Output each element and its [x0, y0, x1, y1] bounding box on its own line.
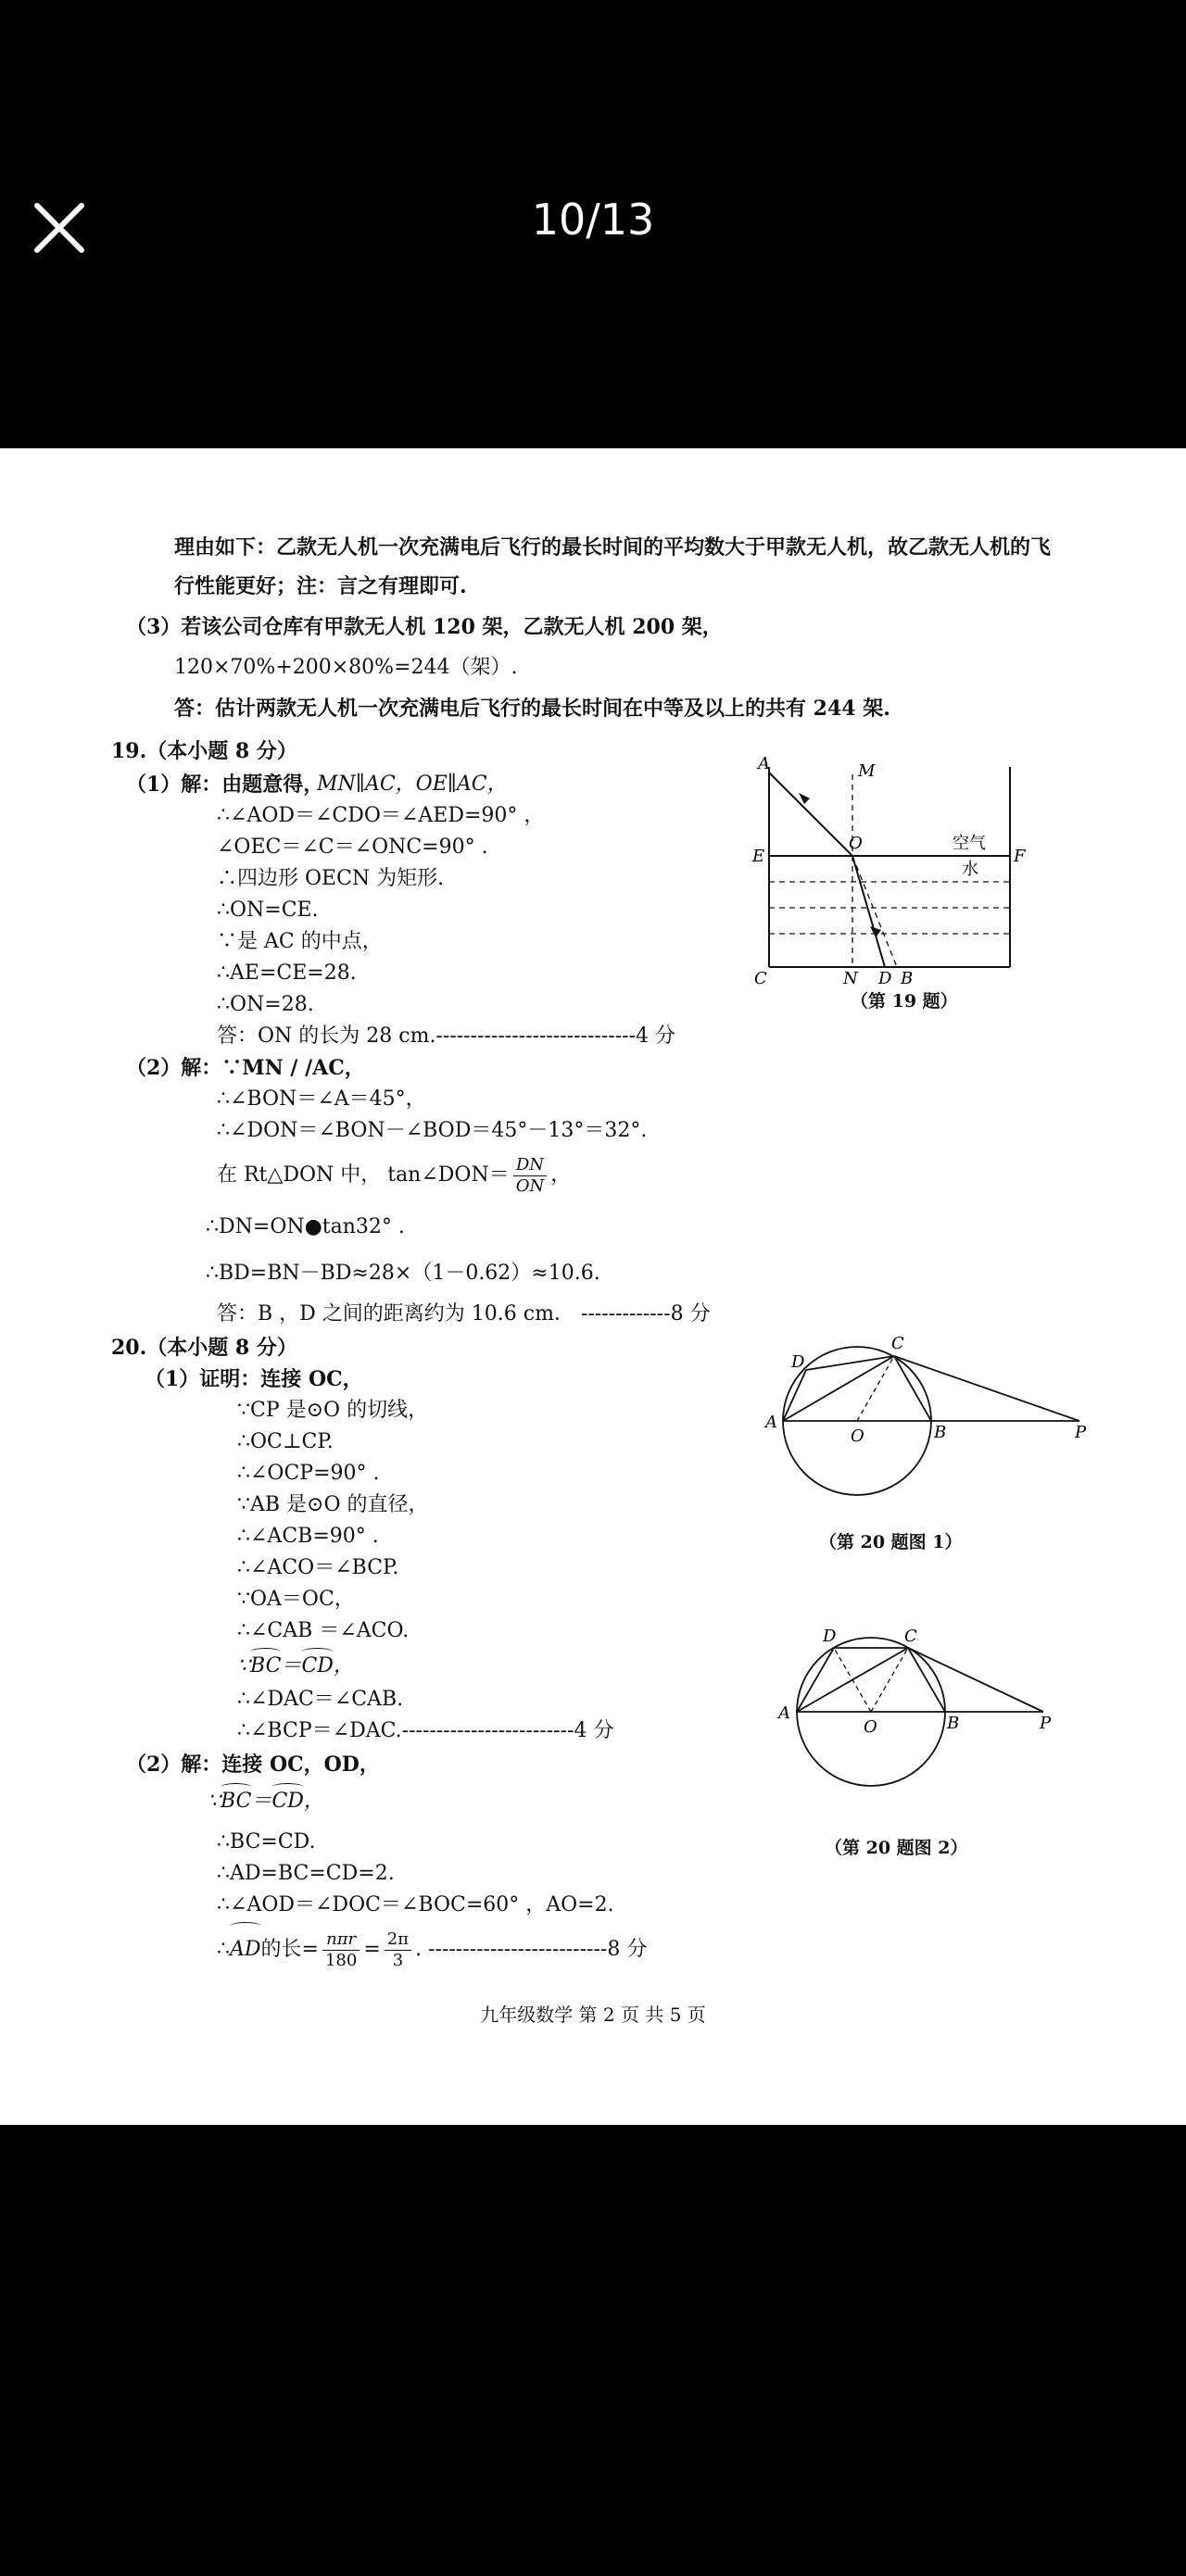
figure20-2-chord-ad: [797, 1648, 834, 1712]
p20-s2-line4: ∴∠AOD＝∠DOC＝∠BOC=60° ，AO=2.: [217, 1893, 614, 1916]
p18-q3-line2: 120×70%+200×80%=244（架）.: [174, 656, 518, 679]
figure19-label-d: D: [878, 969, 892, 988]
figure19-label-n: N: [843, 969, 858, 988]
arc-cd: CD: [301, 1652, 333, 1680]
p19-s1-line4: ∴四边形 OECN 为矩形.: [217, 867, 445, 890]
p19-s1-line3: ∠OEC＝∠C＝∠ONC=90° .: [217, 836, 488, 859]
figure20-2-label-p: P: [1040, 1714, 1052, 1733]
p20-s1-line9-pre: ∵: [237, 1654, 250, 1678]
p20-s2-line1-pre: ∵: [208, 1790, 221, 1813]
p20-s1-line8: ∴∠CAB ＝∠ACO.: [237, 1619, 410, 1642]
p19-title: 19.（本小题 8 分）: [111, 739, 297, 763]
fraction-numerator: 2π: [385, 1929, 411, 1951]
p19-s1-answer: 答：ON 的长为 28 cm.-----------------------------4 分: [217, 1024, 676, 1048]
figure20-2-caption: （第 20 题图 2）: [825, 1838, 968, 1858]
p20-s2-line1-end: ，: [303, 1790, 324, 1813]
p20-s2-fraction2: [385, 1929, 411, 1971]
figure20-1-label-d: D: [791, 1352, 805, 1372]
p19-s1-line8: ∴ON=28.: [217, 993, 314, 1016]
figure19-label-c: C: [754, 969, 767, 988]
figure20-1-label-b: B: [934, 1423, 947, 1442]
page-counter: 10/13: [531, 195, 655, 245]
p20-s2-line3: ∴AD=BC=CD=2.: [217, 1862, 395, 1885]
arc-ad: AD: [230, 1927, 261, 1973]
fraction-numerator: nπr: [322, 1929, 360, 1951]
figure19-water-label: 水: [962, 860, 978, 879]
p19-s2-head: （2）解：∵MN / /AC，: [126, 1056, 365, 1080]
p20-s2-line5-mid: 的长=: [260, 1938, 319, 1961]
p19-s2-answer: 答：B ，D 之间的距离约为 10.6 cm． -------------8 分: [217, 1302, 711, 1326]
figure20-1-radius-oc: [857, 1356, 894, 1421]
figure19-incident-ray: [769, 773, 852, 856]
p19-s1-head: （1）解：由题意得，: [126, 773, 324, 797]
p20-s2-line5-eq: =: [363, 1938, 381, 1961]
p20-s1-line10: ∴∠DAC＝∠CAB.: [237, 1688, 404, 1711]
p20-s1-line9-eq: ＝: [281, 1654, 302, 1678]
p20-s1-line3: ∴∠OCP=90° .: [237, 1462, 380, 1485]
p18-reason-line1: 理由如下：乙款无人机一次充满电后飞行的最长时间的平均数大于甲款无人机，故乙款无人机的飞: [174, 535, 1052, 559]
p19-s1-line2: ∴∠AOD＝∠CDO＝∠AED=90° ，: [217, 804, 545, 827]
document-page: [0, 448, 1186, 2125]
p20-s2-head: （2）解：连接 OC，OD，: [126, 1753, 380, 1777]
figure19-label-b: B: [901, 969, 914, 988]
figure-20-1: [760, 1319, 1093, 1514]
figure19-label-a: A: [758, 754, 770, 773]
figure20-1-label-a: A: [765, 1413, 777, 1432]
p19-s1-line6: ∵是 AC 的中点，: [217, 930, 383, 953]
fraction-numerator: DN: [513, 1155, 548, 1176]
p20-s2-fraction1: [322, 1929, 360, 1971]
p19-s2-line1: ∴∠BON＝∠A＝45°，: [217, 1087, 426, 1111]
figure19-label-f: F: [1014, 847, 1026, 866]
figure20-2-label-o: O: [864, 1717, 877, 1737]
figure20-2-label-a: A: [778, 1703, 790, 1723]
p20-s2-line1-eq: ＝: [251, 1790, 272, 1813]
p19-s2-line5: ∴BD=BN－BD≈28×（1－0.62）≈10.6.: [206, 1262, 600, 1285]
figure19-extended-ray: [852, 856, 897, 967]
figure19-label-e: E: [752, 847, 765, 866]
p19-s1-line1: MN∥AC，OE∥AC，: [317, 773, 508, 796]
p20-s1-line7: ∵OA＝OC，: [237, 1588, 355, 1611]
p20-s2-line1: [208, 1788, 324, 1816]
figure-20-2: [765, 1623, 1062, 1799]
figure20-1-label-p: P: [1075, 1423, 1087, 1442]
figure19-label-o: O: [849, 834, 863, 853]
p19-s2-fraction: [513, 1155, 548, 1197]
figure20-1-caption: （第 20 题图 1）: [819, 1532, 963, 1552]
p19-s2-line3-end: ，: [550, 1163, 572, 1187]
p18-reason-line2: 行性能更好；注：言之有理即可.: [174, 574, 467, 598]
arc-bc: BC: [250, 1652, 281, 1680]
p18-q3-answer: 答：估计两款无人机一次充满电后飞行的最长时间在中等及以上的共有 244 架.: [174, 697, 890, 721]
figure20-2-radius-od: [834, 1648, 871, 1712]
p20-s1-head: （1）证明：连接 OC，: [145, 1367, 363, 1391]
p18-q3-line1: （3）若该公司仓库有甲款无人机 120 架，乙款无人机 200 架，: [126, 615, 723, 639]
p20-s1-line9-end: ，: [333, 1654, 354, 1678]
figure20-2-label-c: C: [904, 1627, 917, 1646]
p19-s2-line3-text: 在 Rt△DON 中， tan∠DON＝: [217, 1163, 510, 1187]
viewer-bottom-bar: [0, 2125, 1186, 2576]
fraction-denominator: ON: [515, 1175, 545, 1196]
p20-s2-line5-pre: ∴: [217, 1938, 230, 1961]
p20-s2-line5: [217, 1927, 647, 1973]
p19-s1-line5: ∴ON=CE.: [217, 898, 319, 922]
figure19-refracted-ray: [852, 856, 885, 967]
p20-s1-line9: [237, 1652, 354, 1680]
p20-s1-line5: ∴∠ACB=90° .: [237, 1525, 379, 1548]
p19-s2-line2: ∴∠DON＝∠BON－∠BOD＝45°－13°＝32°.: [217, 1119, 648, 1142]
fraction-denominator: 180: [324, 1950, 358, 1970]
figure19-label-m: M: [858, 761, 876, 781]
figure19-air-label: 空气: [953, 834, 986, 853]
p20-s2-line5-end: . --------------------------8 分: [415, 1938, 648, 1961]
p20-s1-line1: ∵CP 是⊙O 的切线，: [237, 1399, 429, 1422]
p20-s1-line11: ∴∠BCP＝∠DAC.-------------------------4 分: [237, 1719, 614, 1742]
figure20-1-label-c: C: [891, 1334, 904, 1353]
figure20-2-label-b: B: [947, 1714, 960, 1733]
p20-s1-line4: ∵AB 是⊙O 的直径，: [237, 1493, 429, 1516]
p19-s2-line3: [217, 1152, 571, 1199]
p20-s2-line2: ∴BC=CD.: [217, 1830, 316, 1853]
arc-bc: BC: [221, 1788, 251, 1816]
p19-s1-line7: ∴AE=CE=28.: [217, 961, 357, 985]
figure20-1-chord-cb: [894, 1356, 931, 1421]
figure20-1-tangent-cp: [894, 1356, 1079, 1421]
figure20-2-label-d: D: [823, 1627, 837, 1646]
figure20-2-tangent-cp: [908, 1648, 1043, 1712]
figure20-1-label-o: O: [851, 1426, 864, 1446]
figure19-arrow-icon: [799, 793, 810, 804]
viewer-top-bar: [0, 0, 1186, 448]
fraction-denominator: 3: [392, 1950, 404, 1970]
p20-s1-line6: ∴∠ACO＝∠BCP.: [237, 1556, 399, 1579]
figure19-caption: （第 19 题）: [851, 991, 958, 1012]
figure-19: [741, 754, 1026, 988]
arc-cd: CD: [271, 1788, 303, 1816]
figure20-2-radius-oc: [871, 1648, 908, 1712]
figure19-arrow-icon: [870, 926, 881, 937]
p20-title: 20.（本小题 8 分）: [111, 1336, 297, 1360]
p19-s2-line4: ∴DN=ON●tan32° .: [206, 1215, 405, 1238]
p20-s1-line2: ∴OC⊥CP.: [237, 1430, 334, 1453]
page-footer: 九年级数学 第 2 页 共 5 页: [480, 2004, 706, 2026]
